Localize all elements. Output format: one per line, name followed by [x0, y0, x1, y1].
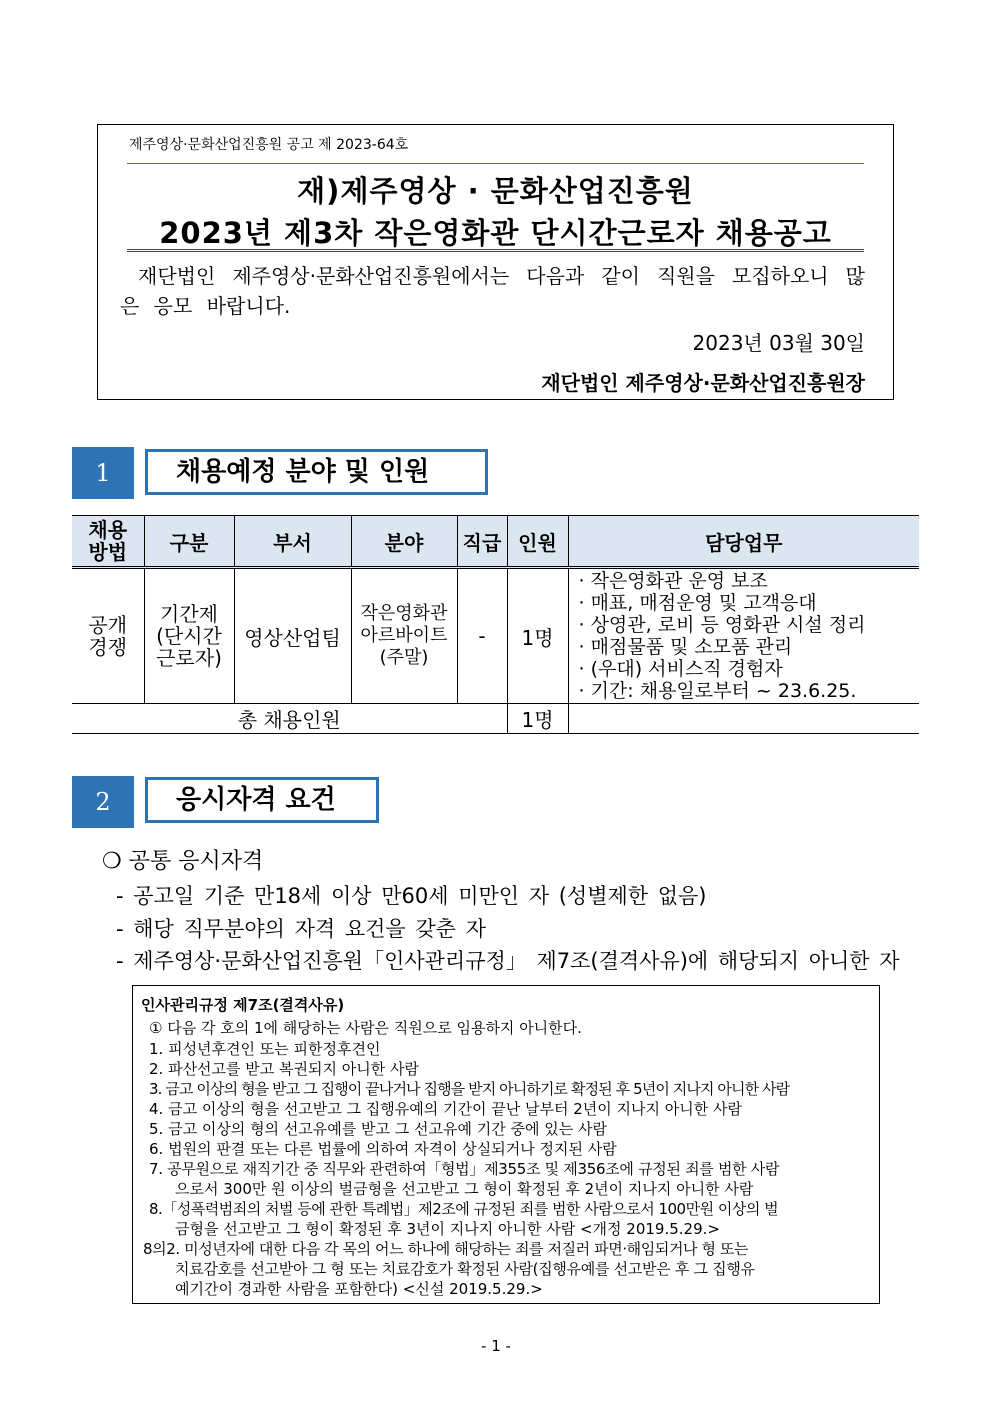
- header-count: 인원: [507, 516, 568, 568]
- qualification-item: - 제주영상·문화산업진흥원「인사관리규정」 제7조(결격사유)에 해당되지 아니한 자: [116, 949, 900, 973]
- title-announcement: 2023년 제3차 작은영화관 단시간근로자 채용공고: [159, 216, 832, 250]
- rule-line: 2. 파산선고를 받고 복권되지 아니한 사람: [149, 1060, 419, 1078]
- rule-line: 6. 법원의 판결 또는 다른 법률에 의하여 자격이 상실되거나 정지된 사람: [149, 1140, 617, 1158]
- cell-method: 공개 경쟁: [72, 568, 144, 704]
- cell-field: 작은영화관 아르바이트 (주말): [351, 568, 457, 704]
- total-count: 1명: [507, 704, 568, 734]
- duty-item: · 기간: 채용일로부터 ~ 23.6.25.: [578, 680, 857, 702]
- rule-line: 8의2. 미성년자에 대한 다음 각 목의 어느 하나에 해당하는 죄를 저질러 파면·해임되거나 형 또는: [143, 1240, 749, 1258]
- header-field: 분야: [351, 516, 457, 568]
- rule-line: 3. 금고 이상의 형을 받고 그 집행이 끝나거나 집행을 받지 아니하기로 확정된 후 5년이 지나지 아니한 사람: [149, 1080, 790, 1098]
- header-rank: 직급: [457, 516, 507, 568]
- announcement-date: 2023년 03월 30일: [692, 331, 865, 355]
- header-category: 구분: [144, 516, 234, 568]
- rule-line: ① 다음 각 호의 1에 해당하는 사람은 직원으로 임용하지 아니한다.: [149, 1019, 582, 1037]
- rules-title: 인사관리규정 제7조(결격사유): [141, 996, 345, 1014]
- recruitment-table: [72, 515, 919, 734]
- duty-item: · 작은영화관 운영 보조: [578, 570, 768, 592]
- title-underline: [127, 249, 864, 254]
- announcement-header-box: [97, 124, 894, 400]
- header-divider: [127, 163, 864, 164]
- rule-line: 5. 금고 이상의 형의 선고유예를 받고 그 선고유예 기간 중에 있는 사람: [149, 1120, 607, 1138]
- duty-item: · 매점물품 및 소모품 관리: [578, 636, 793, 658]
- duty-item: · 상영관, 로비 등 영화관 시설 정리: [578, 614, 866, 636]
- issuer-name: 재단법인 제주영상·문화산업진흥원장: [541, 371, 865, 395]
- section-2-number: 2: [72, 776, 134, 828]
- section-1-number: 1: [72, 447, 134, 499]
- qualification-item: - 공고일 기준 만18세 이상 만60세 미만인 자 (성별제한 없음): [116, 884, 707, 908]
- rule-line: 1. 피성년후견인 또는 피한정후견인: [149, 1040, 381, 1058]
- section-1-title: 채용예정 분야 및 인원: [145, 449, 488, 495]
- qualification-item: - 해당 직무분야의 자격 요건을 갖춘 자: [116, 917, 486, 941]
- disqualification-rules-box: [132, 985, 880, 1304]
- rule-line: 예기간이 경과한 사람을 포함한다) <신설 2019.5.29.>: [175, 1280, 543, 1298]
- cell-count: 1명: [507, 568, 568, 704]
- table-header-row: [72, 516, 919, 568]
- cell-duties: [568, 568, 919, 704]
- rule-line: 으로서 300만 원 이상의 벌금형을 선고받고 그 형이 확정된 후 2년이 지나지 아니한 사람: [175, 1180, 754, 1198]
- notice-number: 제주영상·문화산업진흥원 공고 제 2023-64호: [129, 137, 409, 153]
- total-empty: [568, 704, 919, 734]
- title-organization: 재)제주영상 · 문화산업진흥원: [297, 174, 694, 208]
- common-qualification-heading: ❍ 공통 응시자격: [102, 849, 264, 874]
- total-row: [72, 704, 919, 734]
- table-row: [72, 568, 919, 704]
- rule-line: 치료감호를 선고받아 그 형 또는 치료감호가 확정된 사람(집행유예를 선고받은 후 그 집행유: [175, 1260, 755, 1278]
- intro-paragraph: 재단법인 제주영상·문화산업진흥원에서는 다음과 같이 직원을 모집하오니 많은 응모 바랍니다.: [120, 264, 865, 318]
- cell-department: 영상산업팀: [234, 568, 351, 704]
- rule-line: 금형을 선고받고 그 형이 확정된 후 3년이 지나지 아니한 사람 <개정 2019.5.29.>: [175, 1220, 720, 1238]
- total-label: 총 채용인원: [72, 704, 507, 734]
- rule-line: 4. 금고 이상의 형을 선고받고 그 집행유예의 기간이 끝난 날부터 2년이 지나지 아니한 사람: [149, 1100, 742, 1118]
- duty-item: · (우대) 서비스직 경험자: [578, 658, 783, 680]
- header-department: 부서: [234, 516, 351, 568]
- duty-item: · 매표, 매점운영 및 고객응대: [578, 592, 817, 614]
- page-number: - 1 -: [481, 1337, 511, 1355]
- rule-line: 8.「성폭력범죄의 처벌 등에 관한 특례법」제2조에 규정된 죄를 범한 사람으로서 100만원 이상의 벌: [149, 1200, 779, 1218]
- section-2-title: 응시자격 요건: [145, 777, 379, 823]
- rule-line: 7. 공무원으로 재직기간 중 직무와 관련하여「형법」제355조 및 제356조에 규정된 죄를 범한 사람: [149, 1160, 780, 1178]
- cell-rank: -: [457, 568, 507, 704]
- header-method: 채용 방법: [72, 516, 144, 568]
- cell-category: 기간제 (단시간 근로자): [144, 568, 234, 704]
- header-duties: 담당업무: [568, 516, 919, 568]
